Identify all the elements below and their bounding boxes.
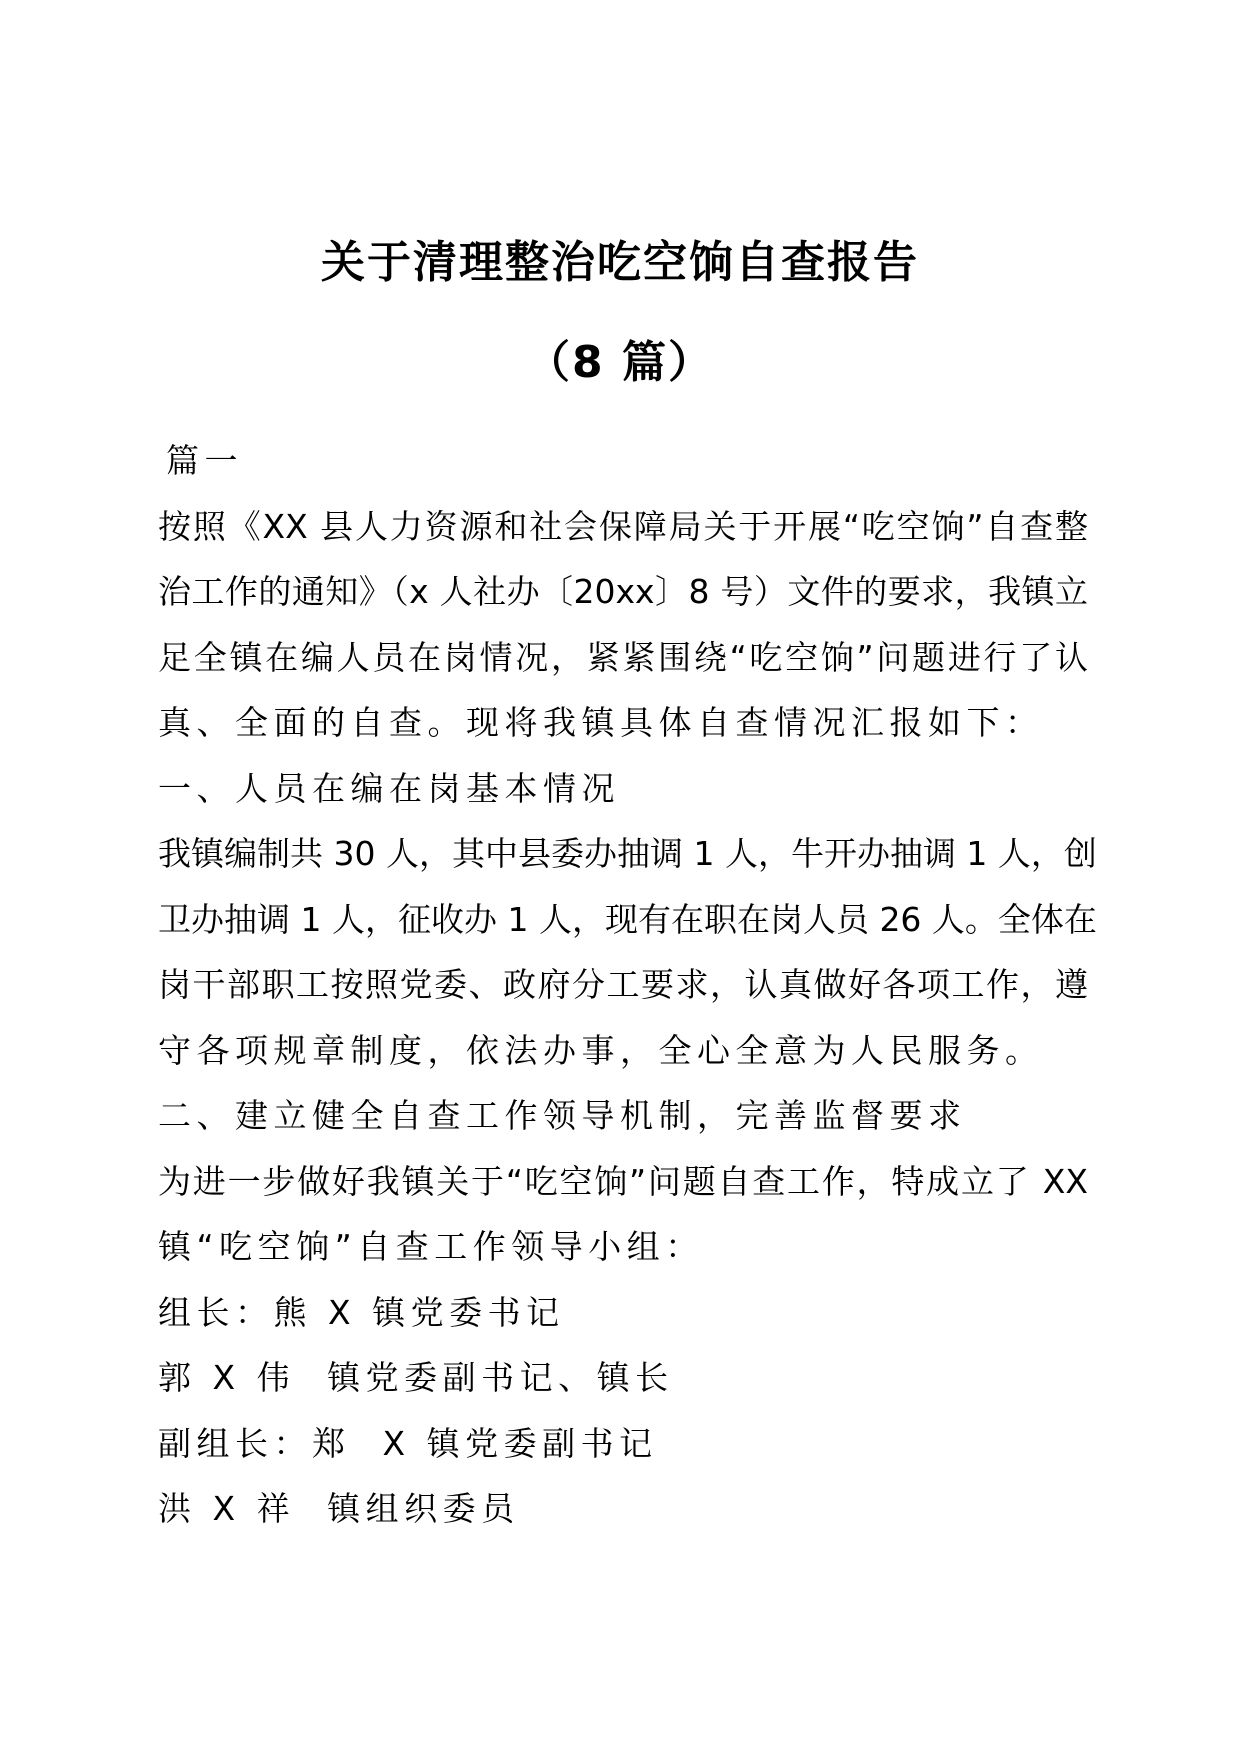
section-label: 篇一 — [166, 441, 243, 480]
document-title: 关于清理整治吃空饷自查报告 — [321, 237, 919, 288]
section-heading: 二、建立健全自查工作领导机制，完善监督要求 — [158, 1096, 967, 1135]
paragraph-line: 岗干部职工按照党委、政府分工要求，认真做好各项工作，遵 — [158, 965, 1088, 1004]
member-line: 郭 X 伟 镇党委副书记、镇长 — [158, 1358, 674, 1397]
paragraph-line: 镇“吃空饷”自查工作领导小组： — [158, 1227, 704, 1266]
paragraph-line: 守各项规章制度，依法办事，全心全意为人民服务。 — [158, 1030, 1044, 1070]
member-line: 组长：熊 X 镇党委书记 — [158, 1292, 565, 1332]
member-line: 副组长：郑 X 镇党委副书记 — [158, 1423, 658, 1463]
document-body — [158, 428, 1097, 1542]
section-heading: 一、人员在编在岗基本情况 — [158, 768, 620, 808]
paragraph-line: 足全镇在编人员在岗情况，紧紧围绕“吃空饷”问题进行了认 — [158, 637, 1088, 677]
paragraph-line: 真、全面的自查。现将我镇具体自查情况汇报如下： — [158, 703, 1044, 742]
paragraph-line: 卫办抽调 1 人，征收办 1 人，现有在职在岗人员 26 人。全体在 — [158, 899, 1097, 939]
document-subtitle: （8 篇） — [526, 337, 714, 388]
paragraph-line: 按照《XX 县人力资源和社会保障局关于开展“吃空饷”自查整 — [158, 506, 1088, 546]
paragraph-line: 我镇编制共 30 人，其中县委办抽调 1 人，牛开办抽调 1 人，创 — [158, 834, 1097, 873]
paragraph-line: 治工作的通知》（x 人社办〔20xx〕8 号）文件的要求，我镇立 — [158, 572, 1088, 611]
member-line: 洪 X 祥 镇组织委员 — [158, 1489, 520, 1528]
paragraph-line: 为进一步做好我镇关于“吃空饷”问题自查工作，特成立了 XX — [158, 1161, 1088, 1201]
